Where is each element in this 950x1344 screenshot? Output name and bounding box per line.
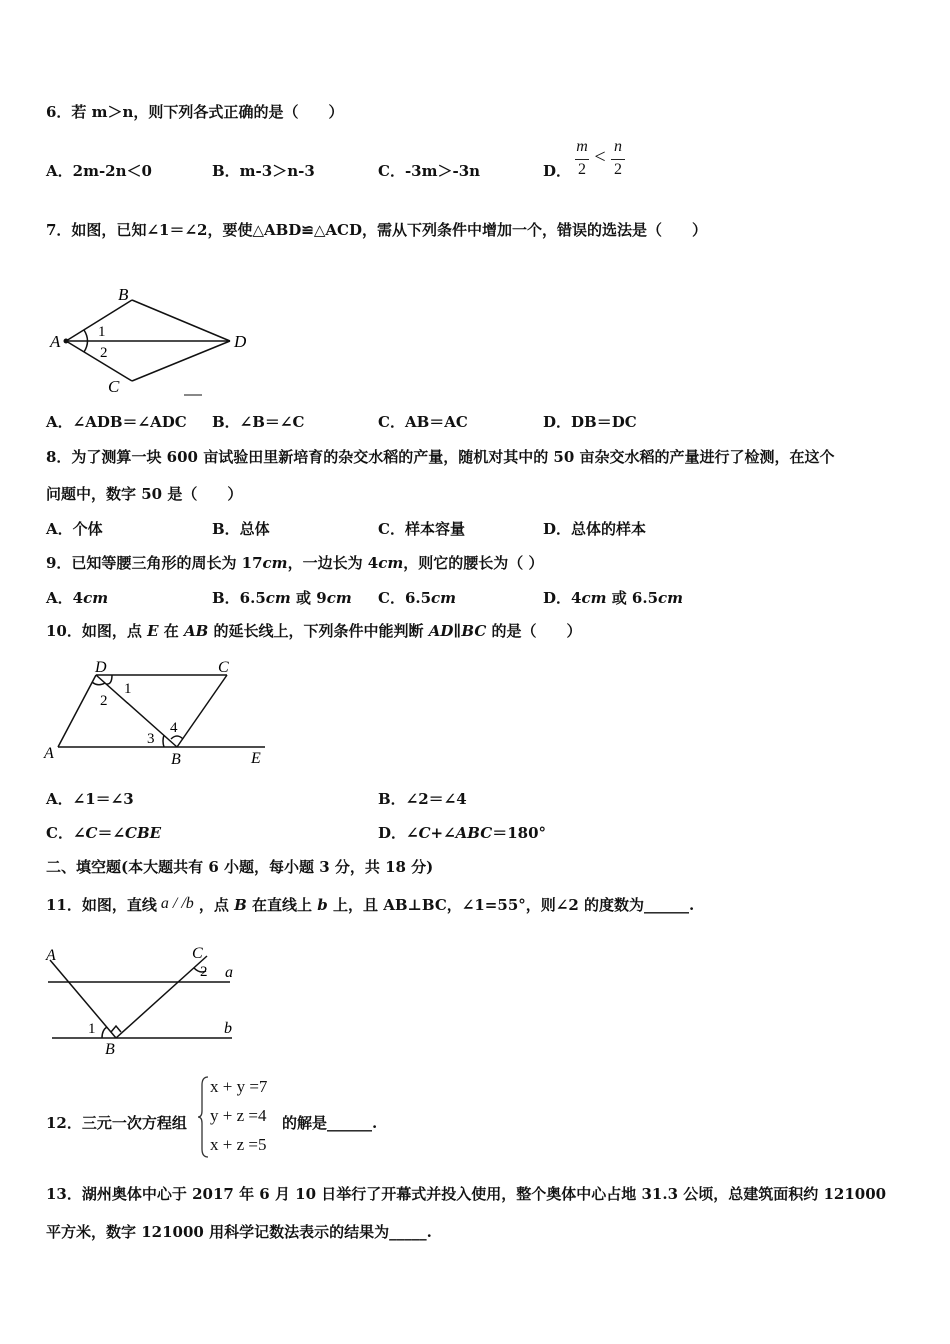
q7-label-2: 2 [100,345,108,361]
q13-line2: 平方米，数字 121000 用科学记数法表示的结果为_____. [46,1223,432,1241]
q7-option-c: C．AB＝AC [378,413,468,431]
q8-option-a: A．个体 [46,520,103,538]
frac-den-2a: 2 [578,161,586,178]
q10-option-d: D．∠C+∠ABC＝180° [378,824,547,842]
q10-stem: 10．如图，点 E 在 AB 的延长线上，下列条件中能判断 AD∥BC 的是（ ） [46,622,582,640]
q7-segment-ac [66,341,132,381]
q6-option-c: C．-3m＞-3n [378,162,481,180]
q11-label-b-point: B [105,1041,115,1058]
frac-bar-2 [611,159,625,160]
q11-angle-arc-1 [102,1027,107,1038]
frac-num-m: m [576,138,588,155]
q10-label-3: 3 [147,731,155,747]
q10-segment-cb [177,675,227,747]
q10-segment-db [96,675,177,747]
q10-segment-ad [58,675,96,747]
q10-angle-arc-4 [171,736,183,739]
q8-stem-line1: 8．为了测算一块 600 亩试验田里新培育的杂交水稻的产量，随机对其中的 50 亩杂交水稻的产量进行了检测，在这个 [46,448,835,466]
q9-option-d: D．4cm 或 6.5cm [543,589,684,607]
q10-angle-arc-1 [106,675,112,684]
q10-label-d: D [95,659,107,676]
q11-figure [40,940,250,1060]
q11-segment-ab [50,960,116,1038]
q8-stem-line2: 问题中，数字 50 是（ ） [46,485,243,503]
q7-label-c: C [108,377,120,396]
q6-option-a: A．2m-2n＜0 [46,162,152,180]
q9-option-a: A．4cm [46,589,109,607]
q7-option-b: B．∠B＝∠C [212,413,305,431]
q7-point-a [64,339,69,344]
q11-right-angle-mark [111,1026,121,1032]
q11-label-a-line: a [225,964,233,981]
q7-label-1: 1 [98,324,106,340]
q12-equation-2: y + z =4 [210,1106,267,1125]
frac-bar-1 [575,159,589,160]
q11-label-1: 1 [88,1021,96,1037]
q7-label-a: A [50,332,61,351]
q7-option-a: A．∠ADB＝∠ADC [46,413,187,431]
q10-label-2: 2 [100,693,108,709]
q11-label-2: 2 [200,964,208,980]
q12-answer-blank[interactable]: ______ [327,1114,373,1132]
q10-option-a: A．∠1＝∠3 [46,790,134,808]
section2-title: 二、填空题(本大题共有 6 小题，每小题 3 分，共 18 分) [46,858,434,876]
q9-stem: 9．已知等腰三角形的周长为 17cm，一边长为 4cm，则它的腰长为（ ） [46,554,544,572]
q10-label-1: 1 [124,681,132,697]
q8-option-d: D．总体的样本 [543,520,647,538]
q9-option-c: C．6.5cm [378,589,457,607]
q10-angle-arc-2 [92,682,105,685]
q11-answer-blank[interactable]: ______ [643,896,689,914]
q10-option-c: C．∠C＝∠CBE [46,824,162,842]
q6-option-b: B．m-3＞n-3 [212,162,315,180]
q11-stem: 11．如图，直线 a / /b ，点 B 在直线上 b 上，且 AB⊥BC，∠1=55°，则∠2 的度数为______. [46,895,695,914]
q10-option-b: B．∠2＝∠4 [378,790,467,808]
q9-option-b: B．6.5cm 或 9cm [212,589,352,607]
q10-label-4: 4 [170,720,178,736]
frac-den-2b: 2 [614,161,622,178]
q10-label-b: B [171,751,181,768]
q11-label-a-point: A [46,947,56,964]
q12-brace [196,1075,210,1159]
q11-label-b-line: b [224,1020,232,1037]
q11-label-c: C [192,945,203,962]
q6-option-d-fraction [572,136,632,184]
q13-line1: 13．湖州奥体中心于 2017 年 6 月 10 日举行了开幕式并投入使用，整个奥体中心占地 31.3 公顷，总建筑面积约 121000 [46,1185,887,1203]
q10-label-a: A [44,745,54,762]
q7-option-d: D．DB＝DC [543,413,637,431]
q10-label-e: E [251,750,261,767]
q8-option-b: B．总体 [212,520,270,538]
q7-figure [44,282,264,398]
q7-segment-cd [132,341,230,381]
q12-equation-3: x + z =5 [210,1135,267,1154]
frac-op: < [594,146,606,168]
q6-option-d: D． [543,162,572,180]
q7-label-b: B [118,285,129,304]
q11-segment-bc [116,956,207,1038]
q12-tail: 的解是______. [282,1114,378,1132]
q7-stem: 7．如图，已知∠1＝∠2，要使△ABD≌△ACD，需从下列条件中增加一个，错误的选法是（ ） [46,221,707,239]
q7-segment-bd [132,300,230,341]
q13-answer-blank[interactable]: _____ [389,1223,427,1241]
q12-stem: 12．三元一次方程组 [46,1114,187,1132]
q10-figure [40,655,275,770]
q10-angle-arc-3 [163,735,164,747]
q7-label-d: D [234,332,247,351]
q6-stem: 6．若 m＞n，则下列各式正确的是（ ） [46,103,344,121]
q8-option-c: C．样本容量 [378,520,465,538]
frac-num-n: n [614,138,622,155]
q10-label-c: C [218,659,229,676]
q12-equation-1: x + y =7 [210,1077,268,1096]
q11-parallel-notation: a / /b [160,895,194,912]
